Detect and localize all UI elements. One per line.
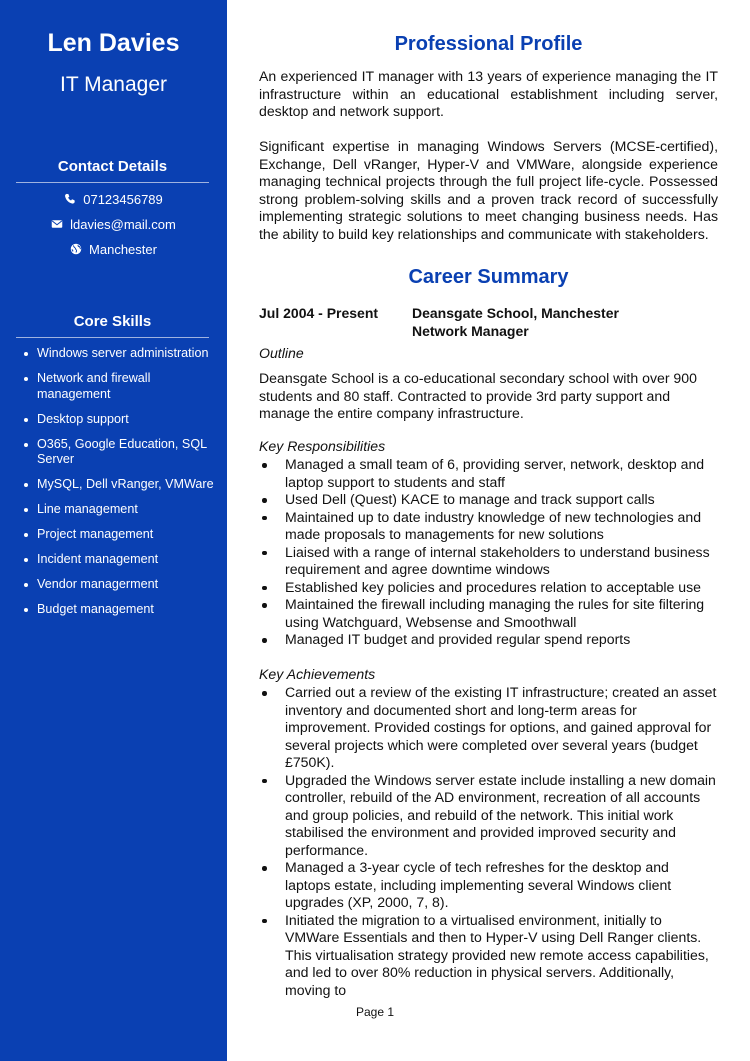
skill-item: Project management xyxy=(0,527,227,543)
contact-heading: Contact Details xyxy=(16,158,209,183)
skill-item: Line management xyxy=(0,502,227,518)
responsibilities-label: Key Responsibilities xyxy=(259,438,386,454)
sidebar xyxy=(0,0,227,1061)
responsibility-item: Liaised with a range of internal stakeholders to understand business requirement and agree downtime windows xyxy=(259,544,718,579)
contact-email xyxy=(0,217,227,233)
skill-item: Budget management xyxy=(0,602,227,618)
job-title: Network Manager xyxy=(412,323,529,339)
page-number: Page 1 xyxy=(355,1005,395,1019)
achievements-list xyxy=(259,684,718,999)
skill-item: Windows server administration xyxy=(0,346,227,362)
skill-item: O365, Google Education, SQL Server xyxy=(0,437,227,468)
skill-item: Desktop support xyxy=(0,412,227,428)
envelope-icon xyxy=(51,218,63,230)
phone-number: 07123456789 xyxy=(83,192,163,207)
candidate-name: Len Davies xyxy=(47,29,180,57)
candidate-role: IT Manager xyxy=(60,73,167,96)
email-address: ldavies@mail.com xyxy=(70,217,176,232)
achievement-item: Managed a 3-year cycle of tech refreshes for the desktop and laptops estate, including implementing several Windows client upgrades (XP, 2000, 7, 8). xyxy=(259,859,718,912)
skill-item: Network and firewall management xyxy=(0,371,227,402)
responsibility-item: Established key policies and procedures relation to acceptable use xyxy=(259,579,718,597)
outline-label: Outline xyxy=(259,345,304,361)
responsibilities-list xyxy=(259,456,718,649)
responsibility-item: Used Dell (Quest) KACE to manage and track support calls xyxy=(259,491,718,509)
career-heading: Career Summary xyxy=(408,266,569,288)
profile-heading: Professional Profile xyxy=(394,33,583,55)
phone-icon xyxy=(64,193,76,205)
outline-text: Deansgate School is a co-educational secondary school with over 900 students and 80 staff. Contracted to provide 3rd party support and manage the entire company infrastructure. xyxy=(259,370,697,421)
skill-item: MySQL, Dell vRanger, VMWare xyxy=(0,477,227,493)
location: Manchester xyxy=(89,242,157,257)
achievement-item: Carried out a review of the existing IT infrastructure; created an asset inventory and documented short and long-term areas for improvement. Provided costings for options, and gained approval for several projects which were completed over several years (budget £750K). xyxy=(259,684,718,772)
globe-icon xyxy=(70,243,82,255)
skills-heading: Core Skills xyxy=(16,313,209,338)
profile-paragraph: Significant expertise in managing Windows Servers (MCSE-certified), Exchange, Dell vRanger, Hyper-V and VMWare, alongside experience managing technical projects through the full project life-cycle. Possessed strong problem-solving skills and a proven track record of successfully implementing strategic solutions to meet changing business needs. Has the ability to build key relationships and communicate with stakeholders. xyxy=(259,138,718,242)
job-dates: Jul 2004 - Present xyxy=(259,305,379,321)
skills-list xyxy=(0,346,227,627)
achievements-label: Key Achievements xyxy=(259,666,376,682)
profile-paragraph: An experienced IT manager with 13 years of experience managing the IT infrastructure within an educational establishment including server, desktop and network support. xyxy=(259,68,718,119)
achievement-item: Upgraded the Windows server estate include installing a new domain controller, rebuild of the AD environment, recreation of all accounts and group policies, and rebuild of the network. This initial work stabilised the environment and provided improved security and performance. xyxy=(259,772,718,860)
skill-item: Vendor managerment xyxy=(0,577,227,593)
skill-item: Incident management xyxy=(0,552,227,568)
responsibility-item: Maintained the firewall including managing the rules for site filtering using Watchguard, Websense and Smoothwall xyxy=(259,596,718,631)
contact-phone xyxy=(0,192,227,208)
achievement-item: Initiated the migration to a virtualised environment, initially to VMWare Essentials and then to Hyper-V using Dell Ranger clients. This virtualisation strategy provided new remote access capabilities, and led to over 80% reduction in physical servers. Additionally, moving to xyxy=(259,912,718,1000)
responsibility-item: Managed a small team of 6, providing server, network, desktop and laptop support to students and staff xyxy=(259,456,718,491)
job-employer-block xyxy=(412,304,619,340)
job-employer: Deansgate School, Manchester xyxy=(412,305,619,321)
responsibility-item: Managed IT budget and provided regular spend reports xyxy=(259,631,718,649)
contact-location xyxy=(0,242,227,258)
responsibility-item: Maintained up to date industry knowledge of new technologies and made proposals to managements for new solutions xyxy=(259,509,718,544)
